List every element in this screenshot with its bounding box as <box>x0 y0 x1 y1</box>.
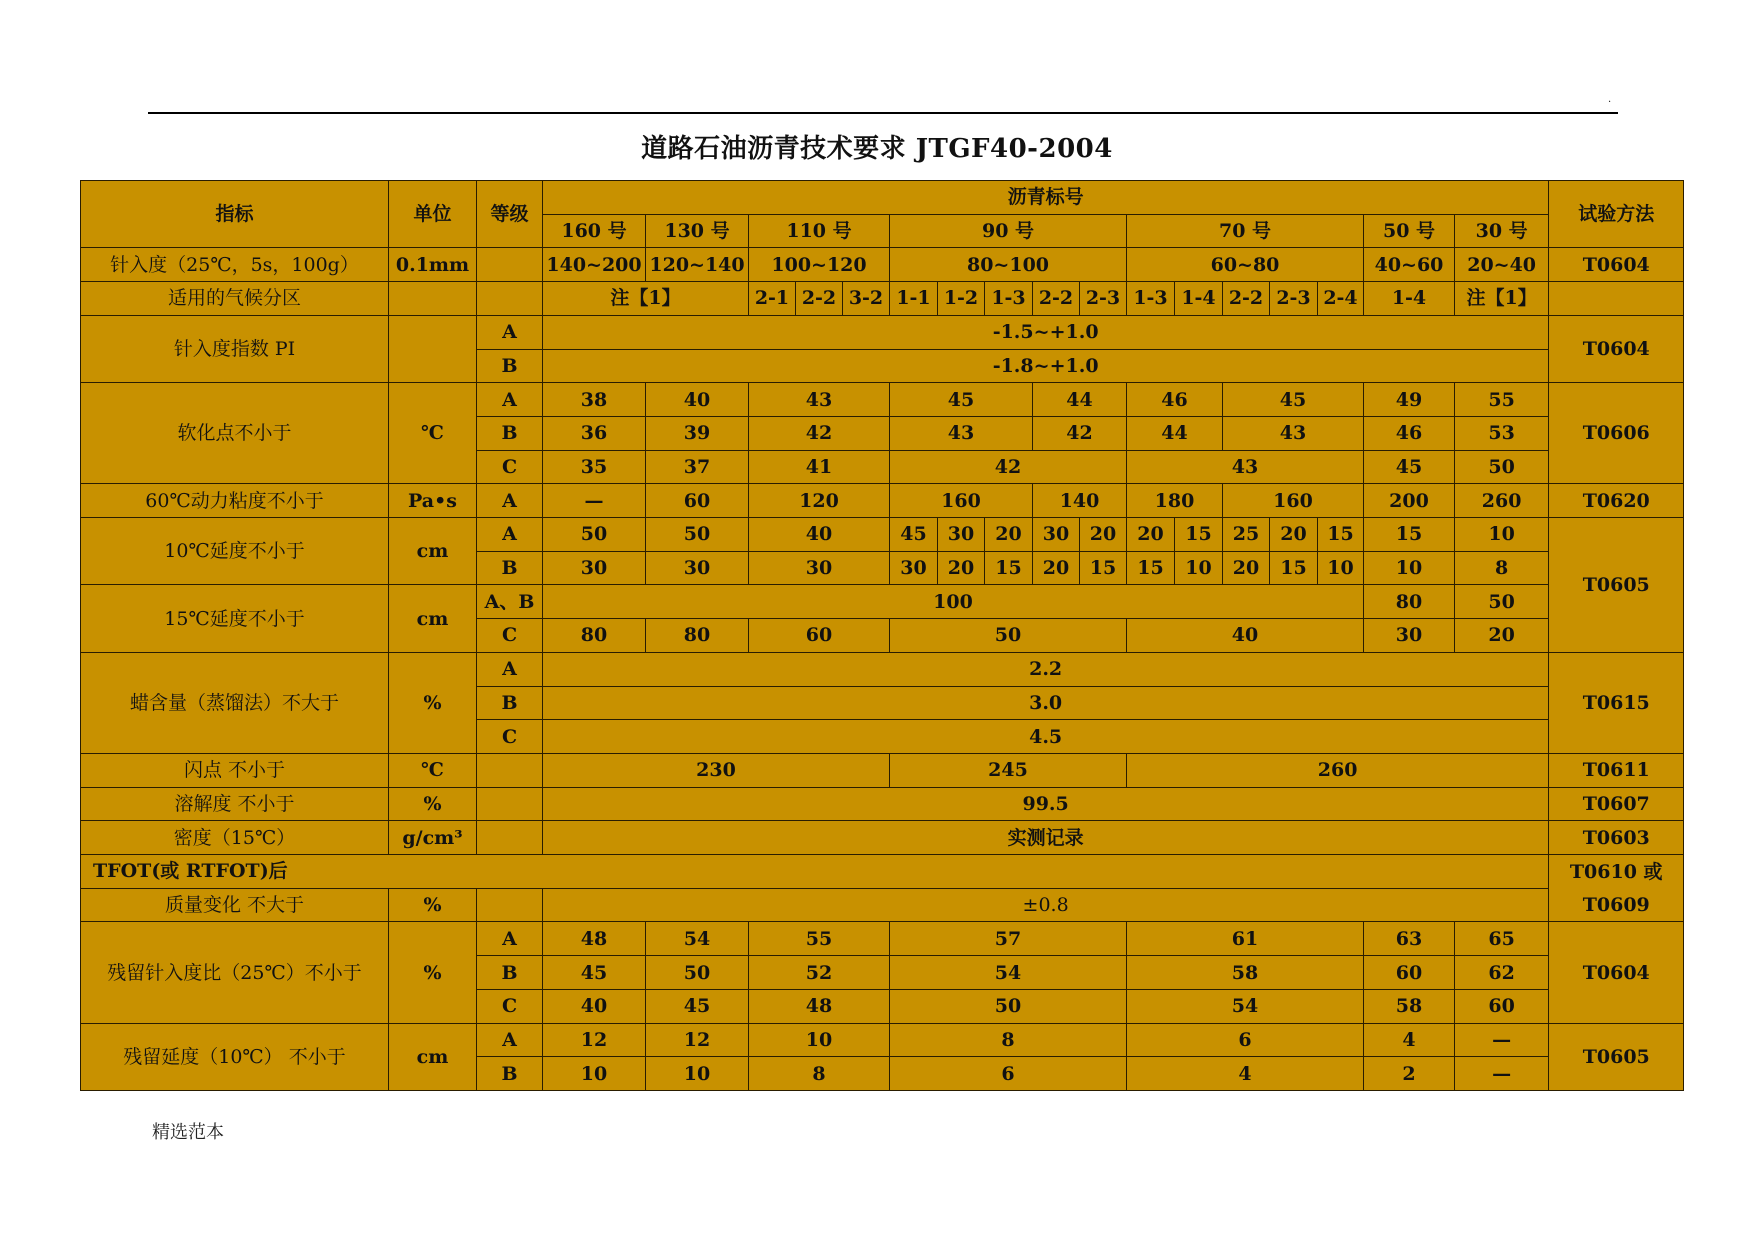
softening-value: 36 <box>543 416 646 450</box>
ductility10-value: 30 <box>543 551 646 585</box>
grade-30: 30 号 <box>1455 214 1549 248</box>
climate-zone: 2-2 <box>1033 282 1080 316</box>
density-method: T0603 <box>1549 821 1684 855</box>
table-row <box>81 888 1684 922</box>
viscosity-value: 260 <box>1455 484 1549 518</box>
softening-value: 43 <box>749 383 890 417</box>
residual-pen-label: 残留针入度比（25℃）不小于 <box>81 922 389 1023</box>
flash-value: 260 <box>1127 753 1549 787</box>
ductility10-value: 20 <box>1127 518 1175 552</box>
solubility-method: T0607 <box>1549 787 1684 821</box>
pi-method: T0604 <box>1549 315 1684 382</box>
table-row <box>81 753 1684 787</box>
table-row <box>81 922 1684 956</box>
pi-label: 针入度指数 PI <box>81 315 389 382</box>
climate-grade <box>477 282 543 316</box>
table-row <box>81 518 1684 552</box>
ductility15-value: 100 <box>543 585 1364 619</box>
wax-method: T0615 <box>1549 652 1684 753</box>
softening-value: 50 <box>1455 450 1549 484</box>
ductility10-value: 20 <box>938 551 985 585</box>
table-row <box>81 787 1684 821</box>
document-title: 道路石油沥青技术要求 JTGF40-2004 <box>641 134 1113 164</box>
header-test-method: 试验方法 <box>1549 181 1684 248</box>
table-row <box>81 248 1684 282</box>
penetration-grade <box>477 248 543 282</box>
density-value: 实测记录 <box>543 821 1549 855</box>
penetration-value: 60~80 <box>1127 248 1364 282</box>
residual-duct-value: 12 <box>543 1023 646 1057</box>
softening-value: 44 <box>1127 416 1223 450</box>
ductility10-value: 20 <box>1223 551 1270 585</box>
ductility15-value: 50 <box>890 619 1127 653</box>
penetration-value: 40~60 <box>1364 248 1455 282</box>
residual-pen-value: 57 <box>890 922 1127 956</box>
footer-text: 精选范本 <box>152 1122 224 1143</box>
wax-grade-c: C <box>477 720 543 754</box>
residual-pen-unit: % <box>389 922 477 1023</box>
softening-value: 55 <box>1455 383 1549 417</box>
ductility10-label: 10℃延度不小于 <box>81 518 389 585</box>
ductility10-value: 50 <box>543 518 646 552</box>
ductility15-label: 15℃延度不小于 <box>81 585 389 652</box>
density-unit: g/cm³ <box>389 821 477 855</box>
ductility10-value: 30 <box>938 518 985 552</box>
ductility10-value: 20 <box>985 518 1033 552</box>
residual-duct-value: — <box>1455 1023 1549 1057</box>
softening-value: 40 <box>646 383 749 417</box>
residual-duct-grade-a: A <box>477 1023 543 1057</box>
ductility15-grade-ab: A、B <box>477 585 543 619</box>
ductility10-grade-b: B <box>477 551 543 585</box>
softening-value: 49 <box>1364 383 1455 417</box>
softening-value: 53 <box>1455 416 1549 450</box>
viscosity-value: 120 <box>749 484 890 518</box>
solubility-unit: % <box>389 787 477 821</box>
mass-label: 质量变化 不大于 <box>81 888 389 922</box>
residual-pen-value: 62 <box>1455 956 1549 990</box>
ductility10-value: 30 <box>749 551 890 585</box>
ductility10-value: 50 <box>646 518 749 552</box>
wax-value-b: 3.0 <box>543 686 1549 720</box>
penetration-value: 20~40 <box>1455 248 1549 282</box>
residual-pen-value: 63 <box>1364 922 1455 956</box>
ductility15-value: 50 <box>1455 585 1549 619</box>
viscosity-value: — <box>543 484 646 518</box>
ductility10-value: 15 <box>1364 518 1455 552</box>
penetration-value: 80~100 <box>890 248 1127 282</box>
flash-unit: ℃ <box>389 753 477 787</box>
ductility15-grade-c: C <box>477 619 543 653</box>
residual-duct-value: 2 <box>1364 1057 1455 1091</box>
climate-note: 注【1】 <box>1455 282 1549 316</box>
ductility15-value: 80 <box>543 619 646 653</box>
ductility10-value: 30 <box>890 551 938 585</box>
penetration-value: 140~200 <box>543 248 646 282</box>
residual-duct-label: 残留延度（10℃） 不小于 <box>81 1023 389 1090</box>
softening-grade-a: A <box>477 383 543 417</box>
asphalt-spec-table <box>80 180 1684 1091</box>
header-grade: 等级 <box>477 181 543 248</box>
softening-value: 45 <box>1223 383 1364 417</box>
grade-160: 160 号 <box>543 214 646 248</box>
residual-pen-grade-c: C <box>477 989 543 1023</box>
residual-pen-value: 50 <box>890 989 1127 1023</box>
penetration-value: 120~140 <box>646 248 749 282</box>
climate-zone: 1-4 <box>1175 282 1223 316</box>
solubility-value: 99.5 <box>543 787 1549 821</box>
tfot-label: TFOT(或 RTFOT)后 <box>81 855 1549 889</box>
ductility10-value: 45 <box>890 518 938 552</box>
ductility-method: T0605 <box>1549 518 1684 653</box>
softening-value: 42 <box>749 416 890 450</box>
table-row <box>81 585 1684 619</box>
climate-label: 适用的气候分区 <box>81 282 389 316</box>
viscosity-value: 140 <box>1033 484 1127 518</box>
mass-value: ±0.8 <box>543 888 1549 922</box>
wax-label: 蜡含量（蒸馏法）不大于 <box>81 652 389 753</box>
residual-pen-value: 58 <box>1127 956 1364 990</box>
viscosity-value: 180 <box>1127 484 1223 518</box>
softening-value: 45 <box>890 383 1033 417</box>
softening-value: 35 <box>543 450 646 484</box>
softening-value: 45 <box>1364 450 1455 484</box>
residual-pen-value: 65 <box>1455 922 1549 956</box>
tfot-method-line1: T0610 或 <box>1549 855 1684 889</box>
softening-value: 39 <box>646 416 749 450</box>
climate-unit <box>389 282 477 316</box>
residual-duct-value: 12 <box>646 1023 749 1057</box>
softening-value: 43 <box>1223 416 1364 450</box>
viscosity-value: 160 <box>1223 484 1364 518</box>
residual-pen-value: 50 <box>646 956 749 990</box>
residual-pen-value: 40 <box>543 989 646 1023</box>
header-unit: 单位 <box>389 181 477 248</box>
climate-zone: 1-3 <box>1127 282 1175 316</box>
ductility10-value: 20 <box>1270 518 1318 552</box>
ductility10-grade-a: A <box>477 518 543 552</box>
ductility15-value: 80 <box>1364 585 1455 619</box>
ductility15-unit: cm <box>389 585 477 652</box>
grade-50: 50 号 <box>1364 214 1455 248</box>
residual-duct-value: 8 <box>890 1023 1127 1057</box>
climate-zone: 2-1 <box>749 282 796 316</box>
grade-90: 90 号 <box>890 214 1127 248</box>
softening-value: 46 <box>1127 383 1223 417</box>
residual-pen-value: 55 <box>749 922 890 956</box>
climate-zone: 3-2 <box>843 282 890 316</box>
header-row-1 <box>81 181 1684 215</box>
penetration-unit: 0.1mm <box>389 248 477 282</box>
mass-grade <box>477 888 543 922</box>
table-row <box>81 1023 1684 1057</box>
ductility10-value: 15 <box>1080 551 1127 585</box>
climate-zone: 1-3 <box>985 282 1033 316</box>
climate-zone: 1-2 <box>938 282 985 316</box>
table-row <box>81 383 1684 417</box>
viscosity-grade: A <box>477 484 543 518</box>
residual-pen-value: 54 <box>890 956 1127 990</box>
climate-note: 注【1】 <box>543 282 749 316</box>
residual-duct-value: 4 <box>1364 1023 1455 1057</box>
residual-pen-value: 54 <box>1127 989 1364 1023</box>
residual-pen-value: 60 <box>1364 956 1455 990</box>
wax-value-a: 2.2 <box>543 652 1549 686</box>
table-row <box>81 282 1684 316</box>
pi-grade-b: B <box>477 349 543 383</box>
viscosity-value: 200 <box>1364 484 1455 518</box>
residual-pen-value: 60 <box>1455 989 1549 1023</box>
flash-value: 230 <box>543 753 890 787</box>
ductility10-value: 15 <box>1270 551 1318 585</box>
ductility10-value: 10 <box>1455 518 1549 552</box>
flash-method: T0611 <box>1549 753 1684 787</box>
ductility10-value: 40 <box>749 518 890 552</box>
softening-value: 38 <box>543 383 646 417</box>
residual-duct-value: 4 <box>1127 1057 1364 1091</box>
residual-duct-method: T0605 <box>1549 1023 1684 1090</box>
residual-pen-value: 61 <box>1127 922 1364 956</box>
table-row <box>81 652 1684 686</box>
grade-130: 130 号 <box>646 214 749 248</box>
softening-value: 43 <box>1127 450 1364 484</box>
residual-pen-grade-b: B <box>477 956 543 990</box>
ductility15-value: 60 <box>749 619 890 653</box>
residual-duct-unit: cm <box>389 1023 477 1090</box>
wax-value-c: 4.5 <box>543 720 1549 754</box>
grade-70: 70 号 <box>1127 214 1364 248</box>
climate-method <box>1549 282 1684 316</box>
softening-value: 44 <box>1033 383 1127 417</box>
header-dot: . <box>1608 94 1612 105</box>
residual-duct-value: 10 <box>646 1057 749 1091</box>
residual-pen-grade-a: A <box>477 922 543 956</box>
ductility10-value: 20 <box>1033 551 1080 585</box>
viscosity-value: 160 <box>890 484 1033 518</box>
softening-value: 42 <box>1033 416 1127 450</box>
solubility-label: 溶解度 不小于 <box>81 787 389 821</box>
climate-zone: 2-3 <box>1270 282 1318 316</box>
climate-zone: 1-1 <box>890 282 938 316</box>
penetration-method: T0604 <box>1549 248 1684 282</box>
residual-pen-value: 58 <box>1364 989 1455 1023</box>
softening-unit: ℃ <box>389 383 477 484</box>
ductility15-value: 20 <box>1455 619 1549 653</box>
flash-grade <box>477 753 543 787</box>
softening-value: 43 <box>890 416 1033 450</box>
ductility10-unit: cm <box>389 518 477 585</box>
penetration-value: 100~120 <box>749 248 890 282</box>
residual-pen-method: T0604 <box>1549 922 1684 1023</box>
header-indicator: 指标 <box>81 181 389 248</box>
softening-value: 42 <box>890 450 1127 484</box>
wax-grade-a: A <box>477 652 543 686</box>
header-asphalt-grade: 沥青标号 <box>543 181 1549 215</box>
residual-duct-value: 10 <box>749 1023 890 1057</box>
softening-grade-c: C <box>477 450 543 484</box>
pi-value-a: -1.5~+1.0 <box>543 315 1549 349</box>
residual-pen-value: 52 <box>749 956 890 990</box>
climate-zone: 2-3 <box>1080 282 1127 316</box>
residual-pen-value: 48 <box>749 989 890 1023</box>
solubility-grade <box>477 787 543 821</box>
pi-grade-a: A <box>477 315 543 349</box>
viscosity-value: 60 <box>646 484 749 518</box>
residual-duct-value: — <box>1455 1057 1549 1091</box>
ductility10-value: 20 <box>1080 518 1127 552</box>
density-grade <box>477 821 543 855</box>
residual-duct-value: 6 <box>1127 1023 1364 1057</box>
softening-value: 37 <box>646 450 749 484</box>
residual-pen-value: 45 <box>646 989 749 1023</box>
table-row <box>81 484 1684 518</box>
ductility10-value: 15 <box>1127 551 1175 585</box>
wax-unit: % <box>389 652 477 753</box>
ductility10-value: 10 <box>1175 551 1223 585</box>
flash-value: 245 <box>890 753 1127 787</box>
residual-duct-value: 10 <box>543 1057 646 1091</box>
softening-method: T0606 <box>1549 383 1684 484</box>
softening-value: 41 <box>749 450 890 484</box>
softening-label: 软化点不小于 <box>81 383 389 484</box>
header-rule <box>148 112 1618 114</box>
pi-unit <box>389 315 477 382</box>
softening-value: 46 <box>1364 416 1455 450</box>
flash-label: 闪点 不小于 <box>81 753 389 787</box>
ductility10-value: 30 <box>1033 518 1080 552</box>
viscosity-label: 60℃动力粘度不小于 <box>81 484 389 518</box>
ductility10-value: 10 <box>1364 551 1455 585</box>
ductility10-value: 30 <box>646 551 749 585</box>
penetration-label: 针入度（25℃，5s，100g） <box>81 248 389 282</box>
ductility15-value: 30 <box>1364 619 1455 653</box>
residual-duct-grade-b: B <box>477 1057 543 1091</box>
pi-value-b: -1.8~+1.0 <box>543 349 1549 383</box>
viscosity-method: T0620 <box>1549 484 1684 518</box>
climate-zone: 2-2 <box>796 282 843 316</box>
tfot-method-line2: T0609 <box>1549 888 1684 922</box>
viscosity-unit: Pa•s <box>389 484 477 518</box>
residual-pen-value: 45 <box>543 956 646 990</box>
residual-duct-value: 8 <box>749 1057 890 1091</box>
ductility10-value: 10 <box>1318 551 1364 585</box>
climate-zone: 1-4 <box>1364 282 1455 316</box>
residual-pen-value: 48 <box>543 922 646 956</box>
ductility15-value: 80 <box>646 619 749 653</box>
mass-unit: % <box>389 888 477 922</box>
ductility10-value: 8 <box>1455 551 1549 585</box>
grade-110: 110 号 <box>749 214 890 248</box>
residual-duct-value: 6 <box>890 1057 1127 1091</box>
ductility10-value: 25 <box>1223 518 1270 552</box>
ductility10-value: 15 <box>1175 518 1223 552</box>
ductility15-value: 40 <box>1127 619 1364 653</box>
softening-grade-b: B <box>477 416 543 450</box>
table-row <box>81 821 1684 855</box>
climate-zone: 2-4 <box>1318 282 1364 316</box>
ductility10-value: 15 <box>985 551 1033 585</box>
ductility10-value: 15 <box>1318 518 1364 552</box>
residual-pen-value: 54 <box>646 922 749 956</box>
table-row <box>81 315 1684 349</box>
climate-zone: 2-2 <box>1223 282 1270 316</box>
density-label: 密度（15℃） <box>81 821 389 855</box>
wax-grade-b: B <box>477 686 543 720</box>
table-row <box>81 855 1684 889</box>
